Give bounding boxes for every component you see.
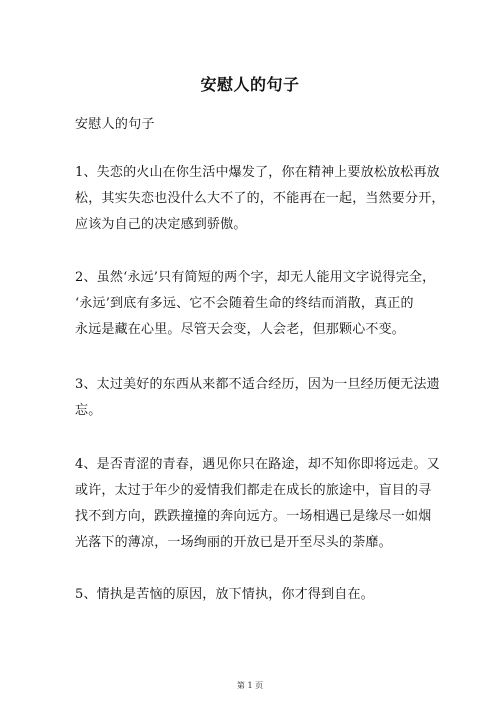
paragraph-line: 1、失恋的火山在你生活中爆发了，你在精神上要放松放松再放: [75, 165, 440, 180]
paragraph-line: 或许，太过于年少的爱情我们都走在成长的旅途中，盲目的寻: [75, 483, 432, 498]
paragraph-line: 3、太过美好的东西从来都不适合经历，因为一旦经历便无法遗: [75, 377, 440, 392]
paragraph-line: 5、情执是苦恼的原因，放下情执，你才得到自在。: [75, 587, 374, 602]
paragraph-2: [75, 265, 436, 343]
paragraph-line: 松，其实失恋也没什么大不了的，不能再在一起，当然要分开，: [75, 191, 445, 206]
page-number: 第 1 页: [236, 681, 264, 690]
document-subtitle: 安慰人的句子: [75, 117, 155, 132]
paragraph-line: 永远是藏在心里。尽管天会变，人会老，但那颗心不变。: [75, 322, 406, 337]
paragraph-3: [75, 372, 440, 424]
paragraph-4: [75, 452, 440, 556]
paragraph-line: 找不到方向，跌跌撞撞的奔向远方。一场相遇已是缘尽一如烟: [75, 509, 432, 524]
document-title: 安慰人的句子: [200, 75, 300, 94]
paragraph-line: 2、虽然‘永远’只有简短的两个字，却无人能用文字说得完全，: [75, 270, 436, 285]
paragraph-line: 忘。: [75, 403, 102, 418]
paragraph-line: 4、是否青涩的青春，遇见你只在路途，却不知你即将远走。又: [75, 457, 440, 472]
paragraph-line: 光落下的薄凉，一场绚丽的开放已是开至尽头的荼靡。: [75, 535, 392, 550]
paragraph-line: ‘永远’到底有多远、它不会随着生命的终结而消散，真正的: [75, 296, 414, 311]
paragraph-5: [75, 582, 430, 608]
paragraph-line: 应该为自己的决定感到骄傲。: [75, 217, 247, 232]
paragraph-1: [75, 160, 445, 238]
